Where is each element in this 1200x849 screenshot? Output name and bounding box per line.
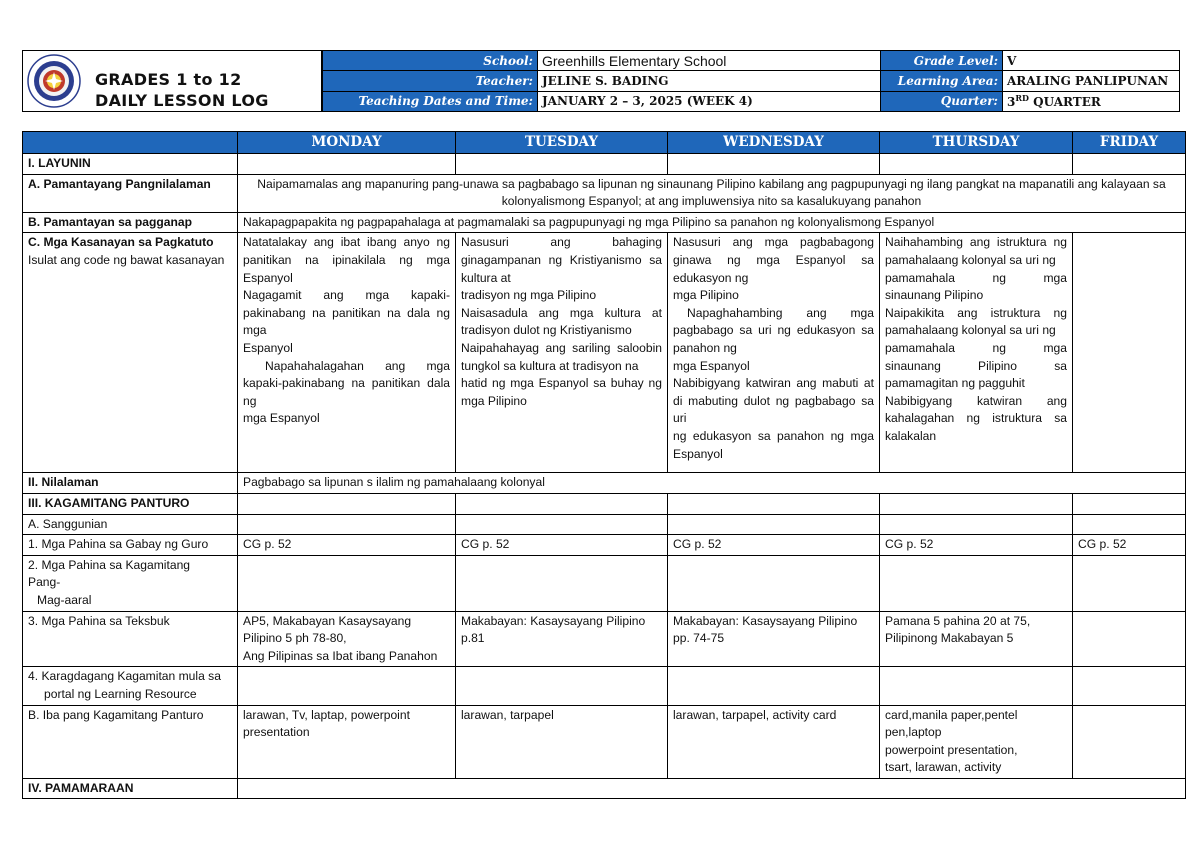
list-item: Ang Pilipinas sa Ibat ibang Panahon — [243, 648, 438, 663]
label-line: 4. Karagdagang Kagamitan mula sa — [28, 669, 221, 684]
quarter-label: Quarter: — [881, 91, 1003, 111]
list-item: Naipahahayag ang sariling saloobin tungkol sa kultura at tradisyon na — [461, 340, 662, 373]
label-line: Mag-aaral — [37, 592, 92, 607]
school-value: Greenhills Elementary School — [538, 51, 881, 71]
list-item: tradisyon ng mga Pilipino — [461, 288, 597, 303]
deped-seal-icon — [27, 54, 81, 108]
quarter-suffix: RD — [1015, 93, 1029, 104]
list-item: Napahahalagahan ang mga kapaki-pakinabang na panitikan dala ng — [243, 358, 450, 408]
list-item: AP5, Makabayan Kasaysayang Pilipino 5 ph 78-80, — [243, 613, 412, 646]
cell-empty — [1073, 514, 1186, 535]
cell-empty — [1073, 705, 1186, 778]
cell-empty — [668, 154, 880, 175]
table-row — [23, 493, 1186, 514]
list-item: Nagagamit ang mga kapaki-pakinabang na panitikan na dala ng mga — [243, 288, 450, 338]
kasanayan-sublabel: Isulat ang code ng bawat kasanayan — [28, 252, 225, 267]
iba-wednesday: larawan, tarpapel, activity card — [668, 705, 880, 778]
kasanayan-label: C. Mga Kasanayan sa Pagkatuto — [28, 235, 214, 250]
cell-empty — [238, 778, 1186, 799]
label-line: 2. Mga Pahina sa Kagamitang — [28, 557, 191, 572]
kasanayan-friday — [1073, 233, 1186, 473]
list-item: hatid ng mga Espanyol sa buhay ng mga Pilipino — [461, 376, 662, 408]
label-line: Pang- — [28, 575, 61, 590]
kasanayan-monday — [238, 233, 456, 473]
cell-empty — [880, 667, 1073, 705]
table-row — [23, 667, 1186, 705]
table-row — [23, 514, 1186, 535]
pagganap-text: Nakapagpapakita ng pagpapahalaga at pagmamalaki sa pagpupunyagi ng mga Pilipino sa panahon ng kolonyalismong Espanyol — [238, 212, 1186, 233]
teacher-value: JELINE S. BADING — [538, 71, 881, 91]
gabay-friday: CG p. 52 — [1073, 535, 1186, 556]
cell-empty — [456, 514, 668, 535]
row-label-nilalaman: II. Nilalaman — [23, 473, 238, 494]
row-label-sanggunian: A. Sanggunian — [23, 514, 238, 535]
cell-empty — [456, 493, 668, 514]
list-item: sinaunang Pilipino sa pamamagitan ng pagguhit — [885, 358, 1067, 391]
table-row — [23, 174, 1186, 212]
nilalaman-text: Pagbabago sa lipunan s ilalim ng pamahalaang kolonyal — [238, 473, 1186, 494]
cell-empty — [238, 514, 456, 535]
quarter-value — [1003, 91, 1180, 111]
row-label-kasanayan — [23, 233, 238, 473]
lesson-log-table — [22, 131, 1186, 799]
cell-empty — [238, 667, 456, 705]
table-row — [23, 154, 1186, 175]
area-value: ARALING PANLIPUNAN — [1003, 71, 1180, 91]
quarter-word: QUARTER — [1033, 95, 1101, 110]
title-line-2: DAILY LESSON LOG — [95, 91, 269, 110]
list-item: Naipakikita ang istruktura ng pamahalaang kolonyal sa uri ng — [885, 305, 1067, 338]
row-label-pamamaraan: IV. PAMAMARAAN — [23, 778, 238, 799]
cell-empty — [668, 514, 880, 535]
table-row — [23, 473, 1186, 494]
area-label: Learning Area: — [881, 71, 1003, 91]
cell-empty — [1073, 667, 1186, 705]
dates-value: JANUARY 2 – 3, 2025 (WEEK 4) — [538, 91, 881, 111]
table-row — [23, 705, 1186, 778]
row-label-karagdagang — [23, 667, 238, 705]
cell-empty — [880, 514, 1073, 535]
grade-label: Grade Level: — [881, 51, 1003, 71]
table-row — [23, 212, 1186, 233]
list-item: mga Espanyol — [673, 358, 750, 373]
list-item: mga Pilipino — [673, 288, 739, 303]
cell-empty — [880, 493, 1073, 514]
day-header-tuesday: TUESDAY — [456, 132, 668, 154]
day-header-monday: MONDAY — [238, 132, 456, 154]
list-item: Nasusuri ang bahaging ginagampanan ng Kristiyanismo sa kultura at — [461, 235, 662, 285]
row-label-teksbuk: 3. Mga Pahina sa Teksbuk — [23, 611, 238, 667]
list-item: ng edukasyon sa panahon ng mga Espanyol — [673, 428, 874, 461]
grade-value: V — [1003, 51, 1180, 71]
day-header-friday: FRIDAY — [1073, 132, 1186, 154]
dates-label: Teaching Dates and Time: — [323, 91, 538, 111]
list-item: pamamahala ng mga — [885, 270, 1067, 285]
kasanayan-tuesday — [456, 233, 668, 473]
day-header-wednesday: WEDNESDAY — [668, 132, 880, 154]
row-label-kagamitan: III. KAGAMITANG PANTURO — [23, 493, 238, 514]
quarter-number: 3 — [1007, 95, 1016, 110]
label-line: portal ng Learning Resource — [44, 686, 197, 701]
cell-empty — [238, 493, 456, 514]
cell-empty — [1073, 154, 1186, 175]
table-row — [23, 535, 1186, 556]
title-block — [22, 50, 322, 112]
list-item: Nabibigyang katwiran ang kahalagahan ng istruktura sa kalakalan — [885, 393, 1067, 443]
teacher-label: Teacher: — [323, 71, 538, 91]
cell-empty — [668, 555, 880, 611]
list-item: powerpoint presentation, — [885, 742, 1018, 757]
row-label-layunin: I. LAYUNIN — [23, 154, 238, 175]
iba-tuesday: larawan, tarpapel — [456, 705, 668, 778]
gabay-wednesday: CG p. 52 — [668, 535, 880, 556]
list-item: tsart, larawan, activity — [885, 760, 1002, 775]
header-info-table — [322, 50, 1180, 112]
teksbuk-thursday: Pamana 5 pahina 20 at 75, Pilipinong Makabayan 5 — [880, 611, 1073, 667]
day-header-thursday: THURSDAY — [880, 132, 1073, 154]
cell-empty — [880, 555, 1073, 611]
day-header-row — [23, 132, 1186, 154]
cell-empty — [668, 493, 880, 514]
table-row — [23, 778, 1186, 799]
cell-empty — [238, 555, 456, 611]
gabay-tuesday: CG p. 52 — [456, 535, 668, 556]
row-label-gabay: 1. Mga Pahina sa Gabay ng Guro — [23, 535, 238, 556]
pamantayang-text: Naipamamalas ang mapanuring pang-unawa sa pagbabago sa lipunan ng sinaunang Pilipino kabilang ang pagpupunyagi ng ilang pangkat na mapanatili ang kalayaan sa kolonyalismong Espanyol; at ang impluwensiya nito sa kasalukuyang panahon — [238, 174, 1186, 212]
iba-thursday — [880, 705, 1073, 778]
gabay-monday: CG p. 52 — [238, 535, 456, 556]
cell-empty — [456, 555, 668, 611]
day-header-blank — [23, 132, 238, 154]
list-item: Nasusuri ang mga pagbabagong ginawa ng mga Espanyol sa edukasyon ng — [673, 235, 874, 285]
list-item: card,manila paper,pentel pen,laptop — [885, 707, 1018, 740]
list-item: Naihahambing ang istruktura ng pamahalaang kolonyal sa uri ng — [885, 235, 1067, 267]
list-item: mga Espanyol — [243, 411, 320, 426]
teksbuk-tuesday: Makabayan: Kasaysayang Pilipino p.81 — [456, 611, 668, 667]
list-item: Nabibigyang katwiran ang mabuti at di mabuting dulot ng pagbabago sa uri — [673, 376, 874, 426]
list-item: pamamahala ng mga — [885, 340, 1067, 355]
cell-empty — [456, 154, 668, 175]
cell-empty — [880, 154, 1073, 175]
list-item: Espanyol — [243, 340, 293, 355]
cell-empty — [1073, 611, 1186, 667]
cell-empty — [1073, 493, 1186, 514]
cell-empty — [238, 154, 456, 175]
iba-monday: larawan, Tv, laptap, powerpoint presentation — [238, 705, 456, 778]
title-line-1: GRADES 1 to 12 — [95, 70, 242, 89]
table-row — [23, 555, 1186, 611]
list-item: Natatalakay ang ibat ibang anyo ng panitikan na ipinakilala ng mga Espanyol — [243, 235, 450, 285]
kasanayan-wednesday — [668, 233, 880, 473]
cell-empty — [668, 667, 880, 705]
teksbuk-monday — [238, 611, 456, 667]
list-item: Naisasadula ang mga kultura at tradisyon dulot ng Kristiyanismo — [461, 305, 662, 338]
teksbuk-wednesday: Makabayan: Kasaysayang Pilipino pp. 74-75 — [668, 611, 880, 667]
gabay-thursday: CG p. 52 — [880, 535, 1073, 556]
list-item: Napaghahambing ang mga pagbabago sa uri ng edukasyon sa panahon ng — [673, 305, 874, 355]
row-label-iba: B. Iba pang Kagamitang Panturo — [23, 705, 238, 778]
list-item: sinaunang Pilipino — [885, 288, 984, 303]
table-row — [23, 233, 1186, 473]
row-label-pamantayang: A. Pamantayang Pangnilalaman — [23, 174, 238, 212]
kasanayan-thursday — [880, 233, 1073, 473]
school-label: School: — [323, 51, 538, 71]
cell-empty — [456, 667, 668, 705]
row-label-kagamitang — [23, 555, 238, 611]
row-label-pagganap: B. Pamantayan sa pagganap — [23, 212, 238, 233]
table-row — [23, 611, 1186, 667]
cell-empty — [1073, 555, 1186, 611]
